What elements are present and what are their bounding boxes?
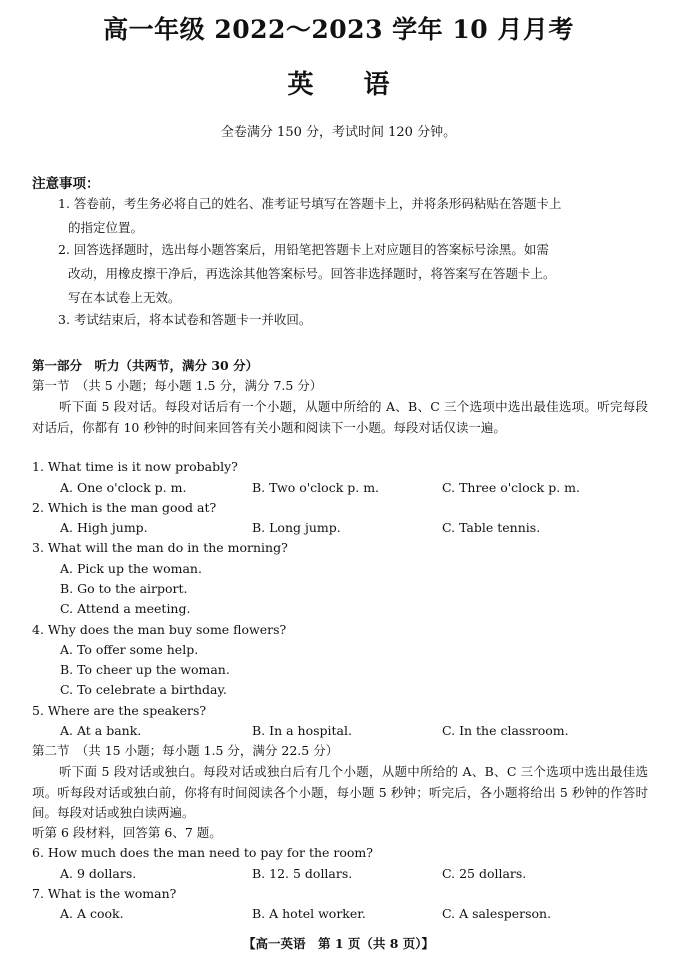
exam-info: 全卷满分 150 分，考试时间 120 分钟。 xyxy=(220,125,457,140)
question-5-option-b: B. In a hospital. xyxy=(252,723,352,738)
question-6-option-c: C. 25 dollars. xyxy=(442,866,527,881)
notice-title: 注意事项： xyxy=(32,176,100,192)
question-4-option-a: A. To offer some help. xyxy=(60,642,199,657)
section2-heading: 第二节 （共 15 小题；每小题 1.5 分，满分 22.5 分） xyxy=(32,743,339,758)
question-4-option-c: C. To celebrate a birthday. xyxy=(60,682,227,697)
notice-item-1-line-1: 1. 答卷前，考生务必将自己的姓名、准考证号填写在答题卡上，并将条形码粘贴在答题卡上 xyxy=(58,196,562,211)
question-6-stem: 6. How much does the man need to pay for the room? xyxy=(32,845,373,860)
question-7-option-a: A. A cook. xyxy=(60,906,124,921)
question-5-option-a: A. At a bank. xyxy=(60,723,142,738)
question-1-option-b: B. Two o'clock p. m. xyxy=(252,480,380,495)
notice-item-1-line-2: 的指定位置。 xyxy=(68,220,144,235)
question-5-option-c: C. In the classroom. xyxy=(442,723,569,738)
notice-item-2-line-3: 写在本试卷上无效。 xyxy=(68,290,181,305)
question-3-stem: 3. What will the man do in the morning? xyxy=(32,540,288,555)
question-7-option-b: B. A hotel worker. xyxy=(252,906,366,921)
subject-char-1: 英 xyxy=(287,70,314,100)
section1-heading: 第一节 （共 5 小题；每小题 1.5 分，满分 7.5 分） xyxy=(32,378,323,393)
question-7-stem: 7. What is the woman? xyxy=(32,886,177,901)
question-3-option-a: A. Pick up the woman. xyxy=(60,561,202,576)
question-3-option-c: C. Attend a meeting. xyxy=(60,601,191,616)
notice-item-1 xyxy=(58,192,654,240)
page-footer: 【高一英语 第 1 页（共 8 页）】 xyxy=(242,936,435,951)
question-2-option-c: C. Table tennis. xyxy=(442,520,541,535)
section2-instructions: 听下面 5 段对话或独白。每段对话或独白后有几个小题，从题中所给的 A、B、C 三个选项中选出最佳选项。听每段对话或独白前，你将有时间阅读各个小题，每小题 5 秒钟；听完后，各小题将给出 5 秒钟的作答时间。每段对话或独白读两遍。 xyxy=(32,764,648,820)
question-5-stem: 5. Where are the speakers? xyxy=(32,703,207,718)
notice-item-2-line-1: 2. 回答选择题时，选出每小题答案后，用铅笔把答题卡上对应题目的答案标号涂黑。如需 xyxy=(58,242,549,257)
material-6-note: 听第 6 段材料，回答第 6、7 题。 xyxy=(32,825,222,840)
question-2-option-a: A. High jump. xyxy=(60,520,148,535)
section1-instructions: 听下面 5 段对话。每段对话后有一个小题，从题中所给的 A、B、C 三个选项中选出最佳选项。听完每段对话后，你都有 10 秒钟的时间来回答有关小题和阅读下一小题。每段对话仅读一遍。 xyxy=(32,399,648,435)
exam-title: 高一年级 2022～2023 学年 10 月月考 xyxy=(103,15,574,44)
question-4-option-b: B. To cheer up the woman. xyxy=(60,662,230,677)
question-1-option-a: A. One o'clock p. m. xyxy=(60,480,187,495)
question-3-option-b: B. Go to the airport. xyxy=(60,581,188,596)
question-2-stem: 2. Which is the man good at? xyxy=(32,500,217,515)
question-7-option-c: C. A salesperson. xyxy=(442,906,552,921)
subject-title xyxy=(0,64,677,101)
question-6-option-b: B. 12. 5 dollars. xyxy=(252,866,353,881)
subject-char-2: 语 xyxy=(363,70,390,100)
question-1-option-c: C. Three o'clock p. m. xyxy=(442,480,581,495)
question-6-option-a: A. 9 dollars. xyxy=(60,866,137,881)
notice-item-2-line-2: 改动，用橡皮擦干净后，再选涂其他答案标号。回答非选择题时，将答案写在答题卡上。 xyxy=(68,266,556,281)
question-1-stem: 1. What time is it now probably? xyxy=(32,459,238,474)
notice-item-2 xyxy=(58,238,654,310)
question-4-stem: 4. Why does the man buy some flowers? xyxy=(32,622,287,637)
part1-heading: 第一部分 听力（共两节，满分 30 分） xyxy=(32,358,259,373)
question-2-option-b: B. Long jump. xyxy=(252,520,341,535)
notice-item-3: 3. 考试结束后，将本试卷和答题卡一并收回。 xyxy=(58,312,312,327)
